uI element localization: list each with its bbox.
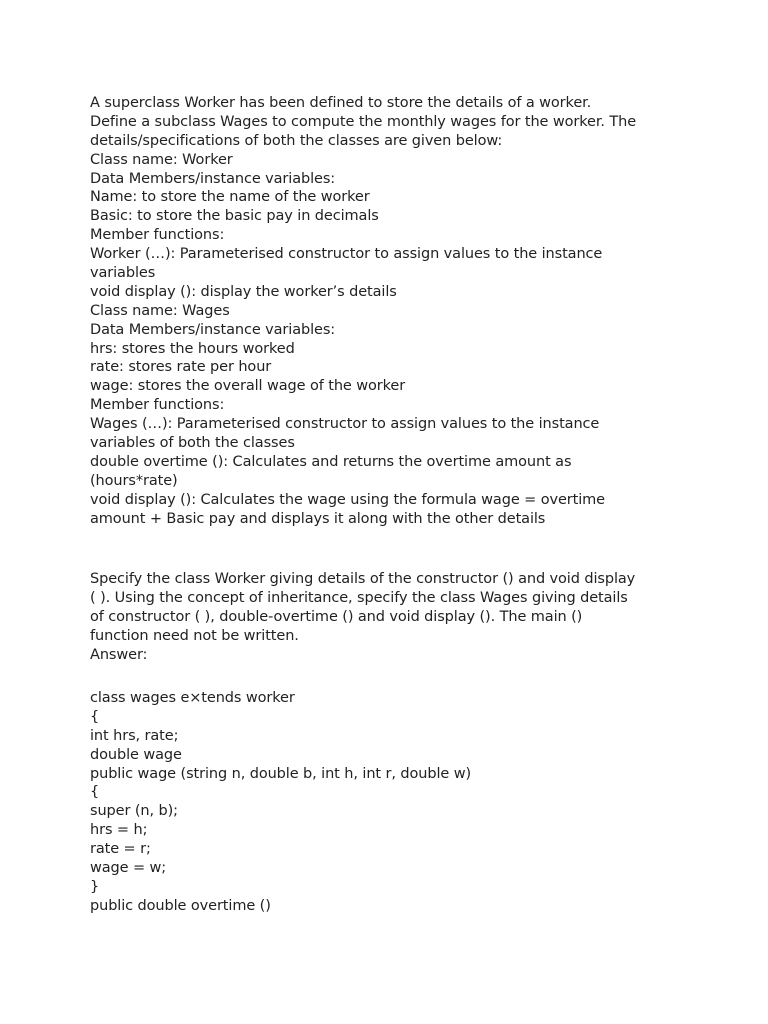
code-line: { xyxy=(90,708,100,725)
code-line: super (n, b); xyxy=(90,803,178,820)
code-line: } xyxy=(90,878,100,895)
answer-label: Answer: xyxy=(90,646,148,663)
problem-line: void display (): Calculates the wage using the formula wage = overtime xyxy=(90,491,606,508)
problem-line: double overtime (): Calculates and returns the overtime amount as xyxy=(90,453,572,470)
code-line: wage = w; xyxy=(90,860,167,877)
problem-line: void display (): display the worker’s details xyxy=(90,283,397,300)
code-answer xyxy=(90,689,690,916)
code-line: { xyxy=(90,784,100,801)
problem-line: details/specifications of both the classes are given below: xyxy=(90,132,503,149)
problem-line: wage: stores the overall wage of the worker xyxy=(90,378,406,395)
task-line: ( ). Using the concept of inheritance, specify the class Wages giving details xyxy=(90,589,628,606)
problem-line: Member functions: xyxy=(90,227,225,244)
code-line: public double overtime () xyxy=(90,897,271,914)
code-line: class wages e×tends worker xyxy=(90,690,295,706)
problem-line: variables of both the classes xyxy=(90,435,295,452)
problem-line: Class name: Wages xyxy=(90,302,230,319)
code-line: double wage xyxy=(90,746,182,763)
problem-line: Name: to store the name of the worker xyxy=(90,189,370,206)
problem-line: variables xyxy=(90,265,156,282)
task-line: Specify the class Worker giving details of the constructor () and void display xyxy=(90,571,636,587)
code-line: hrs = h; xyxy=(90,822,148,839)
problem-line: Worker (…): Parameterised constructor to assign values to the instance xyxy=(90,246,603,263)
task-line: function need not be written. xyxy=(90,627,299,644)
task-line: of constructor ( ), double-overtime () and void display (). The main () xyxy=(90,608,583,625)
problem-line: amount + Basic pay and displays it along with the other details xyxy=(90,510,546,527)
task-statement xyxy=(90,570,690,664)
problem-line: Define a subclass Wages to compute the monthly wages for the worker. The xyxy=(90,113,637,130)
problem-line: hrs: stores the hours worked xyxy=(90,340,295,357)
problem-line: Data Members/instance variables: xyxy=(90,321,336,338)
problem-line: (hours*rate) xyxy=(90,472,178,489)
problem-line: rate: stores rate per hour xyxy=(90,359,272,376)
code-line: rate = r; xyxy=(90,841,151,858)
problem-statement xyxy=(90,94,690,528)
problem-line: Wages (…): Parameterised constructor to assign values to the instance xyxy=(90,416,600,433)
problem-line: Basic: to store the basic pay in decimals xyxy=(90,208,379,225)
problem-line: A superclass Worker has been defined to store the details of a worker. xyxy=(90,95,592,111)
code-line: public wage (string n, double b, int h, int r, double w) xyxy=(90,765,472,782)
problem-line: Data Members/instance variables: xyxy=(90,170,336,187)
problem-line: Member functions: xyxy=(90,397,225,414)
problem-line: Class name: Worker xyxy=(90,151,233,168)
code-line: int hrs, rate; xyxy=(90,727,179,744)
